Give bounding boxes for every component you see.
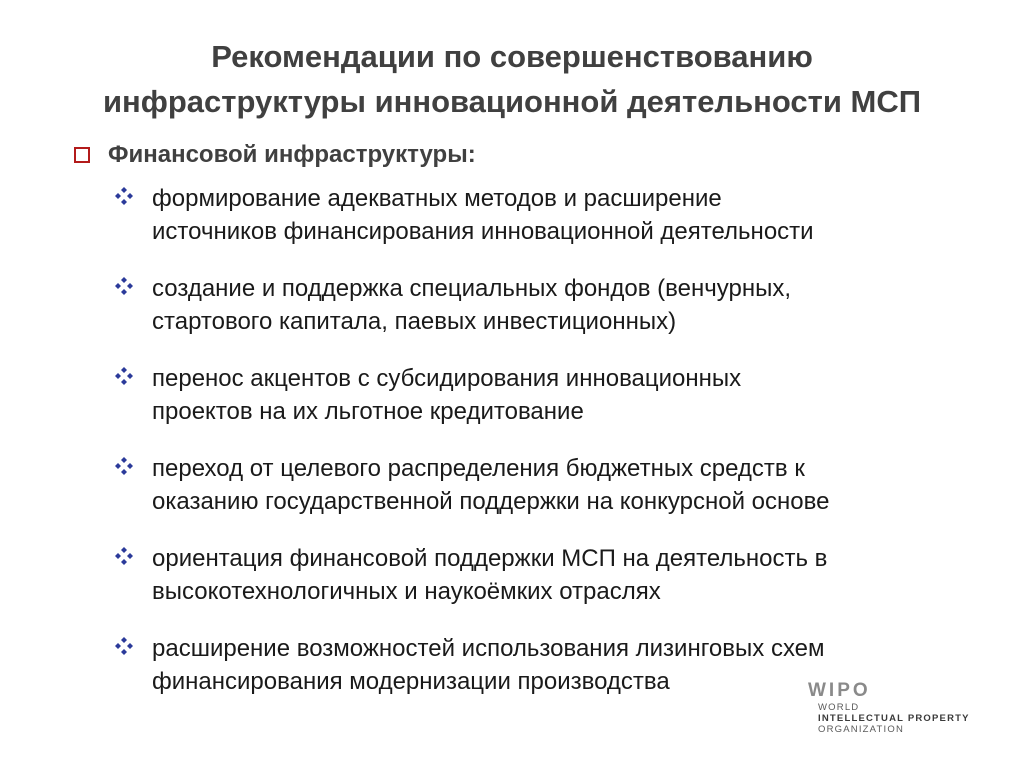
- wipo-logo-line-3: ORGANIZATION: [818, 724, 905, 735]
- list-item-text: [152, 632, 825, 698]
- list-item-line-2: стартового капитала, паевых инвестиционных): [152, 308, 677, 335]
- title-line-1: Рекомендации по совершенствованию: [211, 39, 813, 74]
- list-item: [114, 272, 994, 338]
- title-line-2: инфраструктуры инновационной деятельности МСП: [102, 84, 922, 119]
- wipo-logo: [808, 680, 988, 740]
- wipo-logo-line-2: INTELLECTUAL PROPERTY: [818, 713, 970, 724]
- list-item: [114, 362, 994, 428]
- list-item: [114, 542, 994, 608]
- wipo-logo-word: WIPO: [808, 680, 871, 701]
- diamond-bullet-icon: [114, 542, 136, 571]
- diamond-bullet-icon: [114, 362, 136, 391]
- diamond-bullet-icon: [114, 272, 136, 301]
- list-item-line-1: формирование адекватных методов и расширение: [152, 185, 722, 212]
- diamond-bullet-icon: [114, 632, 136, 661]
- list-item-line-2: источников финансирования инновационной деятельности: [152, 218, 814, 245]
- list-item-line-1: расширение возможностей использования лизинговых схем: [152, 635, 825, 662]
- list-item-text: [152, 362, 741, 428]
- list-item-line-1: ориентация финансовой поддержки МСП на деятельность в: [152, 545, 828, 572]
- list-item: [114, 452, 994, 518]
- list-item-text: [152, 542, 827, 608]
- section-title: Финансовой инфраструктуры:: [108, 141, 476, 168]
- list-item-text: [152, 452, 829, 518]
- square-bullet-icon: [74, 147, 90, 163]
- list-item-text: [152, 182, 814, 248]
- list-item-line-2: проектов на их льготное кредитование: [152, 398, 584, 425]
- diamond-bullet-icon: [114, 182, 136, 211]
- list-item-line-1: перенос акцентов с субсидирования инновационных: [152, 365, 742, 392]
- list-item-text: [152, 272, 791, 338]
- list-item-line-2: финансирования модернизации производства: [152, 668, 670, 695]
- list-item-line-1: переход от целевого распределения бюджетных средств к: [152, 455, 805, 482]
- diamond-bullet-icon: [114, 452, 136, 481]
- wipo-logo-line-1: WORLD: [818, 702, 860, 713]
- list-item-line-2: высокотехнологичных и наукоёмких отраслях: [152, 578, 661, 605]
- list-item: [114, 182, 994, 248]
- slide-title: [40, 34, 984, 124]
- bullet-list: [114, 182, 994, 722]
- list-item-line-2: оказанию государственной поддержки на конкурсной основе: [152, 488, 830, 515]
- list-item-line-1: создание и поддержка специальных фондов (венчурных,: [152, 275, 792, 302]
- section-header: [74, 141, 476, 169]
